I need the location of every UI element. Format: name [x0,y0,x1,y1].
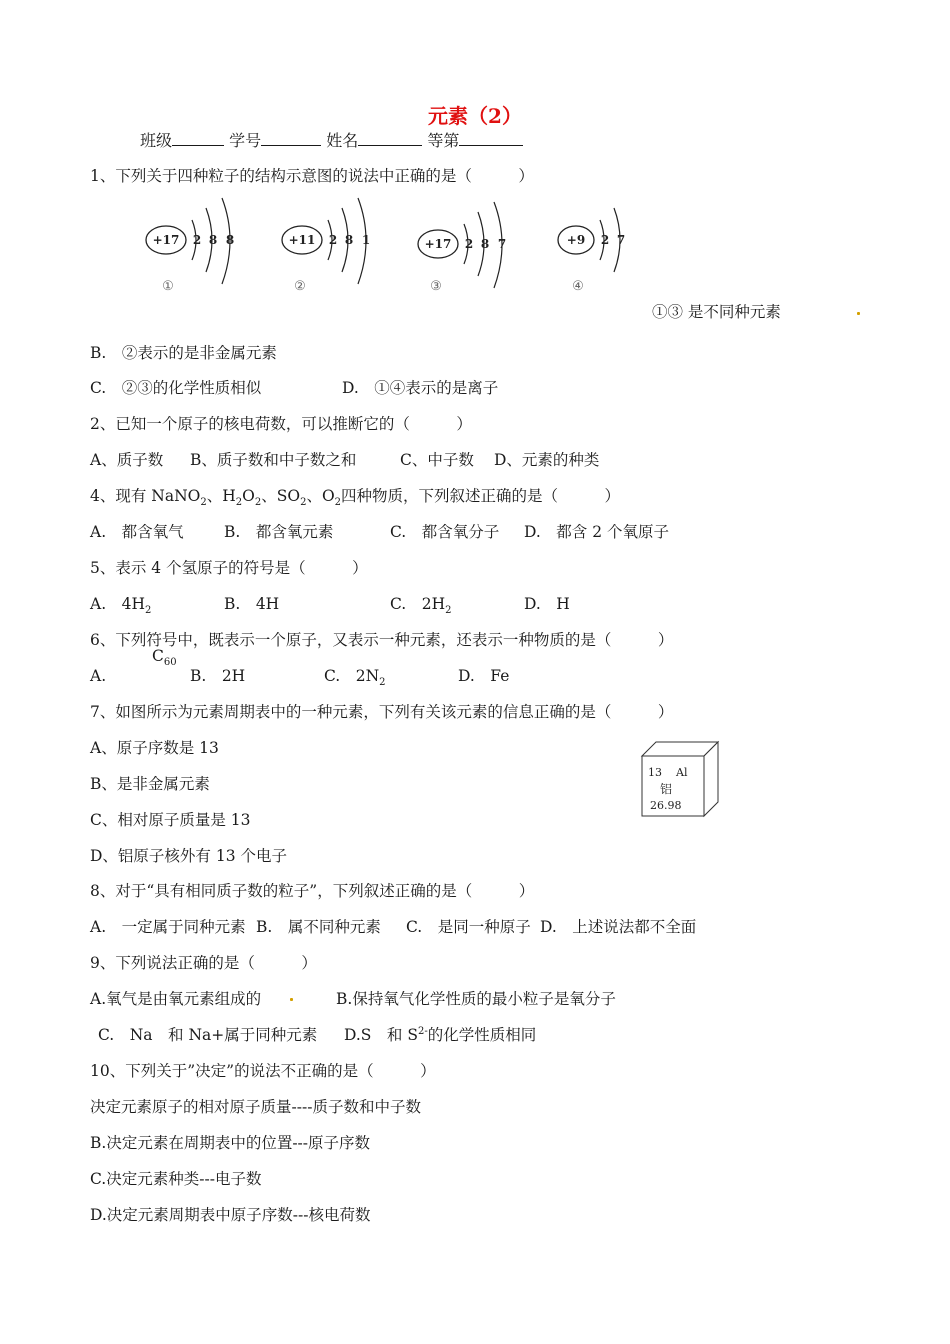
id-blank[interactable] [261,130,321,146]
grade-blank[interactable] [459,130,523,146]
q6-option-c [324,664,458,688]
atom-2-shell-1: 2 [328,233,338,247]
q4-sub-2: 2 [235,497,243,509]
q7-option-c: C、相对原子质量是 13 [90,811,251,829]
q4-sub-4: 2 [300,497,307,509]
q5-option-c-text: C. 2H [390,595,446,613]
atom-1-shell-1: 2 [192,233,202,247]
atom-3-nucleus: +17 [424,237,452,251]
q4-stem-post: 四种物质，下列叙述正确的是（ ） [341,487,621,505]
cell-atomic-mass: 26.98 [650,799,682,812]
q9-option-a: A.氧气是由氧元素组成的 [90,990,262,1008]
atom-4-nucleus: +9 [566,233,586,247]
q8-option-a: A. 一定属于同种元素 [90,918,246,936]
name-blank[interactable] [358,130,422,146]
q4-stem-pre: 4、现有 NaNO [90,487,201,505]
atom-structure-diagrams [140,196,650,296]
q6-c60-sub: 60 [163,657,177,669]
q4-mid-4: 、O [306,487,335,505]
q1-option-c: C. ②③的化学性质相似 [90,379,262,397]
q4-sub-3: 2 [254,497,262,509]
cell-atomic-number: 13 [648,766,662,779]
atom-diagram-1 [146,198,234,294]
q8-options [90,915,696,937]
class-blank[interactable] [172,130,224,146]
atom-4-shell-1: 2 [600,233,610,247]
q9-option-d-sup: 2- [417,1025,428,1037]
atom-2-shell-3: 1 [361,233,371,247]
periodic-table-cell [640,740,720,820]
q8-option-d: D. 上述说法都不全面 [540,918,697,936]
q4-mid-3: 、SO [261,487,301,505]
q5-option-d: D. H [524,595,570,613]
q7-option-b: B、是非金属元素 [90,775,210,793]
q8-option-b: B. 属不同种元素 [256,918,381,936]
q6-option-c-sub: 2 [379,677,386,689]
q1-option-d: D. ①④表示的是离子 [342,379,499,397]
q4-sub-5: 2 [334,497,342,509]
q9-options-ab [90,987,616,1009]
q4-mid-1: 、H [206,487,236,505]
q6-c60-symbol: C [152,647,164,665]
q7-option-d: D、铝原子核外有 13 个电子 [90,847,288,865]
atom-diagram-4 [558,208,625,294]
q9-option-b: B.保持氧气化学性质的最小粒子是氧分子 [336,990,616,1008]
q10-option-b: B.决定元素在周期表中的位置---原子序数 [90,1134,371,1152]
q2-option-a: A、质子数 [90,451,164,469]
q9-options-cd [98,1023,536,1045]
atom-3-shell-2: 8 [480,237,490,251]
page-title: 元素（2） [428,104,522,128]
q4-option-c: C. 都含氧分子 [390,523,500,541]
q9-option-d-post: 的化学性质相同 [427,1026,537,1044]
q2-option-b: B、质子数和中子数之和 [190,451,357,469]
q5-stem: 5、表示 4 个氢原子的符号是（ ） [90,559,368,577]
q1-option-b: B. ②表示的是非金属元素 [90,344,277,362]
q5-options [90,592,570,616]
cell-element-name: 铝 [660,782,673,796]
q6-stem: 6、下列符号中，既表示一个原子，又表示一种元素，还表示一种物质的是（ ） [90,631,674,649]
stray-dot [857,312,860,315]
q5-option-c [390,592,524,616]
atom-diagram-3 [418,202,506,294]
q6-options [90,664,509,688]
cell-symbol: Al [676,766,688,779]
q6-option-c-text: C. 2N [324,667,380,685]
grade-label: 等第 [427,131,460,150]
q1-stem: 1、下列关于四种粒子的结构示意图的说法中正确的是（ ） [90,167,534,185]
atom-3-shell-3: 7 [497,237,507,251]
q8-stem: 8、对于“具有相同质子数的粒子”，下列叙述正确的是（ ） [90,882,535,900]
q4-option-a: A. 都含氧气 [90,523,184,541]
q2-stem: 2、已知一个原子的核电荷数，可以推断它的（ ） [90,415,472,433]
q6-option-b: B. 2H [190,667,246,685]
q7-option-a: A、原子序数是 13 [90,739,219,757]
q4-option-b: B. 都含氧元素 [224,523,334,541]
q9-option-c: C. Na 和 Na+属于同种元素 [98,1026,318,1044]
name-label: 姓名 [326,131,359,150]
q10-stem: 10、下列关于”决定”的说法不正确的是（ ） [90,1062,436,1080]
q7-stem: 7、如图所示为元素周期表中的一种元素，下列有关该元素的信息正确的是（ ） [90,703,674,721]
q10-option-a: 决定元素原子的相对原子质量----质子数和中子数 [90,1098,421,1116]
atom-1-shell-2: 8 [208,233,218,247]
atom-3-shell-1: 2 [464,237,474,251]
class-label: 班级 [140,131,173,150]
q10-option-c: C.决定元素种类---电子数 [90,1170,262,1188]
q4-option-d: D. 都含 2 个氧原子 [524,523,670,541]
q9-option-d [344,1023,536,1045]
q6-option-d: D. Fe [458,667,510,685]
q4-sub-1: 2 [200,497,207,509]
q5-option-b: B. 4H [224,595,280,613]
id-label: 学号 [229,131,262,150]
q8-option-c: C. 是同一种原子 [406,918,531,936]
q9-option-d-pre: D.S 和 S [344,1026,418,1044]
q9-stem: 9、下列说法正确的是（ ） [90,954,317,972]
q6-option-a: A. [90,667,107,685]
atom-4-label: ④ [572,279,584,294]
q5-option-c-sub: 2 [445,605,452,617]
atom-2-shell-2: 8 [344,233,354,247]
q5-option-a [90,592,224,616]
q4-options [90,520,669,542]
atom-diagram-2 [282,198,370,294]
stray-dot [290,998,293,1001]
q10-option-d: D.决定元素周期表中原子序数---核电荷数 [90,1206,371,1224]
atom-1-label: ① [162,279,174,294]
q4-mid-2: O [242,487,255,505]
q1-options-cd [90,376,498,398]
q5-option-a-text: A. 4H [90,595,145,613]
atom-1-shell-3: 8 [225,233,235,247]
atom-2-nucleus: +11 [288,233,316,247]
atom-1-nucleus: +17 [152,233,180,247]
atom-4-shell-2: 7 [616,233,626,247]
q1-option-a: ①③ 是不同种元素 [652,303,781,321]
atom-2-label: ② [294,279,306,294]
q2-options [90,448,599,470]
q2-option-c: C、中子数 [400,451,474,469]
q2-option-d: D、元素的种类 [494,451,600,469]
student-info-row [140,128,523,151]
q4-stem [90,484,620,508]
q5-option-a-sub: 2 [145,605,152,617]
atom-3-label: ③ [430,279,442,294]
